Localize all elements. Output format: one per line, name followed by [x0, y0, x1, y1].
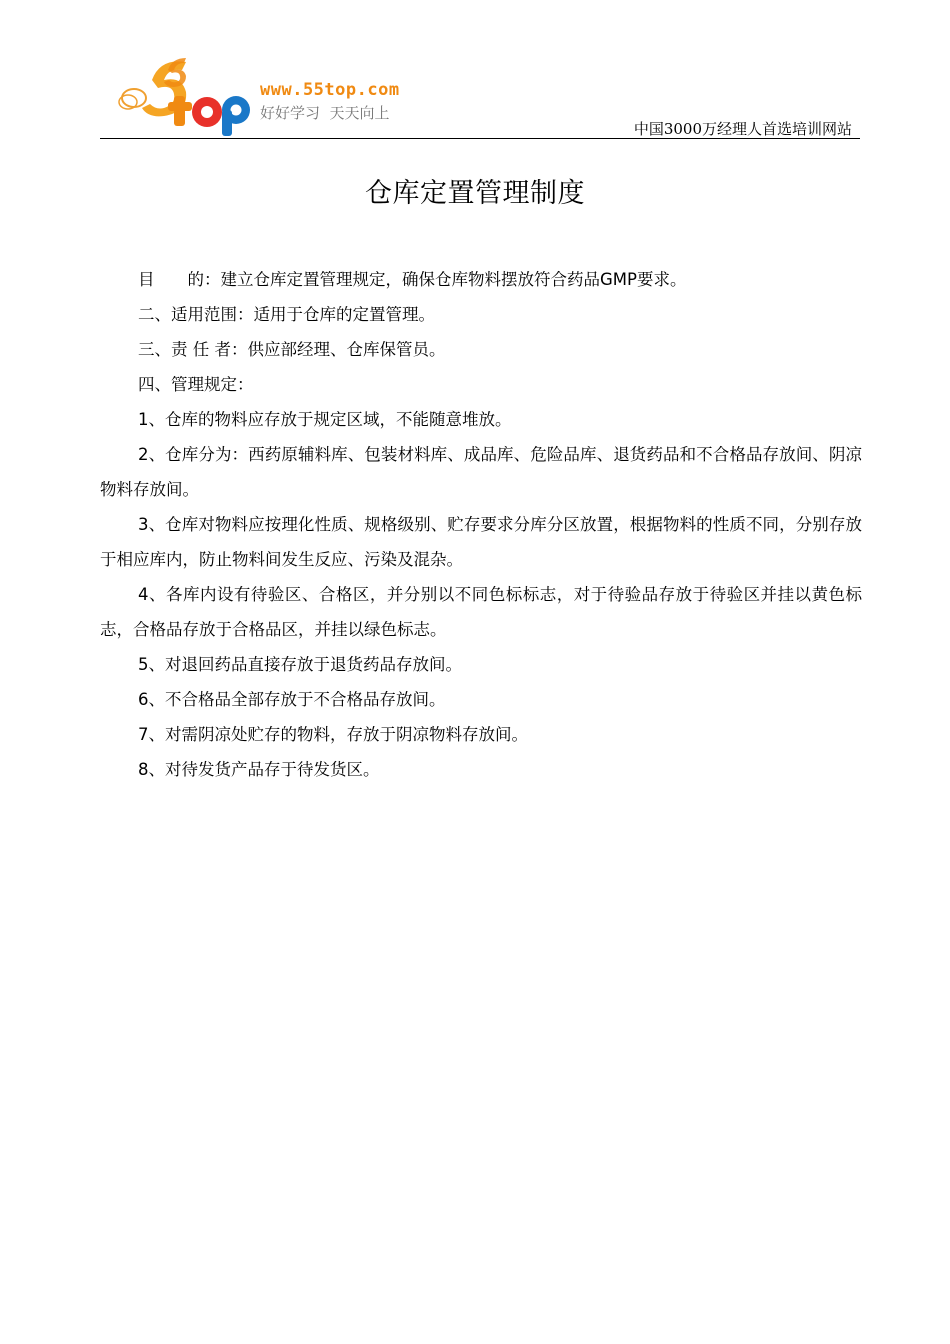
paragraph-scope: 二、适用范围：适用于仓库的定置管理。 [138, 305, 435, 324]
paragraph-rule-5: 5、对退回药品直接存放于退货药品存放间。 [138, 655, 462, 674]
paragraph-rule-2: 2、仓库分为：西药原辅料库、包装材料库、成品库、危险品库、退货药品和不合格品存放间、阴凉物料存放间。 [100, 445, 862, 499]
paragraph-rule-1: 1、仓库的物料应存放于规定区域，不能随意堆放。 [138, 410, 512, 429]
paragraph-rule-4: 4、各库内设有待验区、合格区，并分别以不同色标标志，对于待验品存放于待验区并挂以黄色标志，合格品存放于合格品区，并挂以绿色标志。 [100, 585, 862, 639]
header-tagline: 中国3000万经理人首选培训网站 [633, 120, 852, 138]
site-logo [112, 52, 432, 142]
paragraph-rule-6: 6、不合格品全部存放于不合格品存放间。 [138, 690, 446, 709]
paragraph-rule-3: 3、仓库对物料应按理化性质、规格级别、贮存要求分库分区放置，根据物料的性质不同，分别存放于相应库内，防止物料间发生反应、污染及混杂。 [100, 515, 862, 569]
logo-url-text: www.55top.com [260, 80, 400, 100]
logo-slogan-text: 好好学习 天天向上 [260, 104, 390, 122]
paragraph-responsible: 三、责 任 者：供应部经理、仓库保管员。 [138, 340, 446, 359]
header-divider [100, 138, 860, 139]
paragraph-purpose: 目 的：建立仓库定置管理规定，确保仓库物料摆放符合药品GMP要求。 [138, 270, 687, 289]
paragraph-rule-7: 7、对需阴凉处贮存的物料，存放于阴凉物料存放间。 [138, 725, 528, 744]
document-title: 仓库定置管理制度 [365, 178, 585, 209]
document-body [100, 262, 862, 787]
logo-mark-icon [112, 52, 258, 142]
paragraph-rules-heading: 四、管理规定： [138, 375, 254, 394]
paragraph-rule-8: 8、对待发货产品存于待发货区。 [138, 760, 380, 779]
